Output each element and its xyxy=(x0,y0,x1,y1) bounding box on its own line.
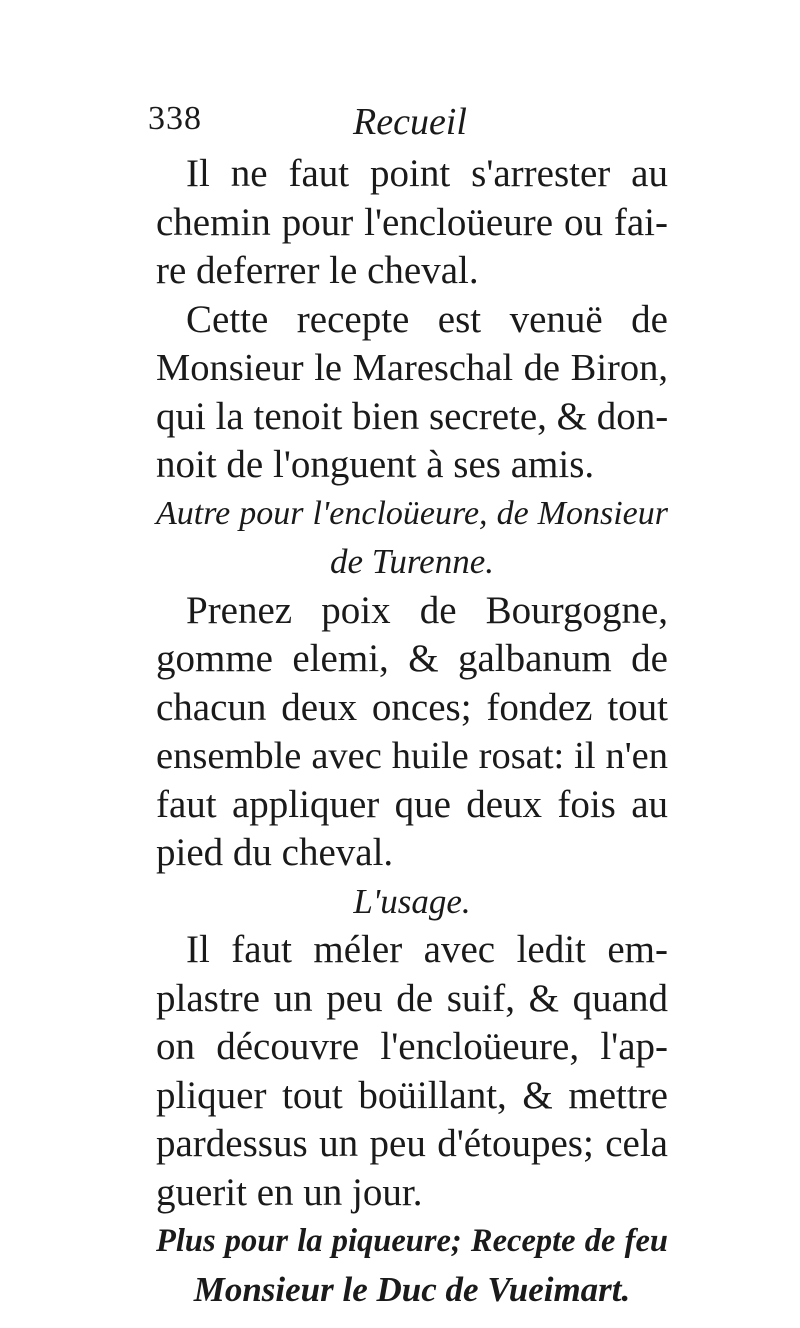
text-line: de Turenne. xyxy=(330,542,494,581)
text-line: pied du cheval. xyxy=(156,831,394,874)
page-header xyxy=(148,100,668,144)
text-line: faut appliquer que deux fois au xyxy=(156,782,668,826)
text-line: chemin pour l'encloüeure ou fai- xyxy=(156,200,668,244)
running-title: Recueil xyxy=(353,101,467,143)
text-line: gomme elemi, & galbanum de xyxy=(156,637,668,680)
text-line: noit de l'onguent à ses amis. xyxy=(156,443,595,486)
text-line: pliquer tout boüillant, & mettre xyxy=(156,1073,668,1117)
text-line: qui la tenoit bien secrete, & don- xyxy=(156,394,669,438)
text-line: Plus pour la piqueure; Recepte de feu xyxy=(156,1223,668,1259)
text-line: on découvre l'encloüeure, l'ap- xyxy=(156,1025,668,1068)
text-line: pardessus un peu d'étoupes; cela xyxy=(156,1122,668,1165)
text-line: L'usage. xyxy=(353,881,471,921)
text-line: Autre pour l'encloüeure, de Monsieur xyxy=(156,494,668,532)
text-line: guerit en un jour. xyxy=(156,1170,423,1214)
text-line: chacun deux onces; fondez tout xyxy=(156,685,668,729)
text-line: Cette recepte est venuë de xyxy=(186,297,668,341)
text-line: Il ne faut point s'arrester au xyxy=(186,152,668,195)
text-line: re deferrer le cheval. xyxy=(156,249,479,292)
text-line: plastre un peu de suif, & quand xyxy=(156,976,668,1020)
body-text xyxy=(156,150,668,1314)
text-line: Prenez poix de Bourgogne, xyxy=(186,588,668,632)
text-line: ensemble avec huile rosat: il n'en xyxy=(156,735,668,777)
text-line: Il faut méler avec ledit em- xyxy=(186,928,668,971)
text-line: Monsieur le Duc de Vueimart. xyxy=(193,1269,631,1309)
text-line: Monsieur le Mareschal de Biron, xyxy=(156,347,668,389)
page-number: 338 xyxy=(148,100,202,137)
